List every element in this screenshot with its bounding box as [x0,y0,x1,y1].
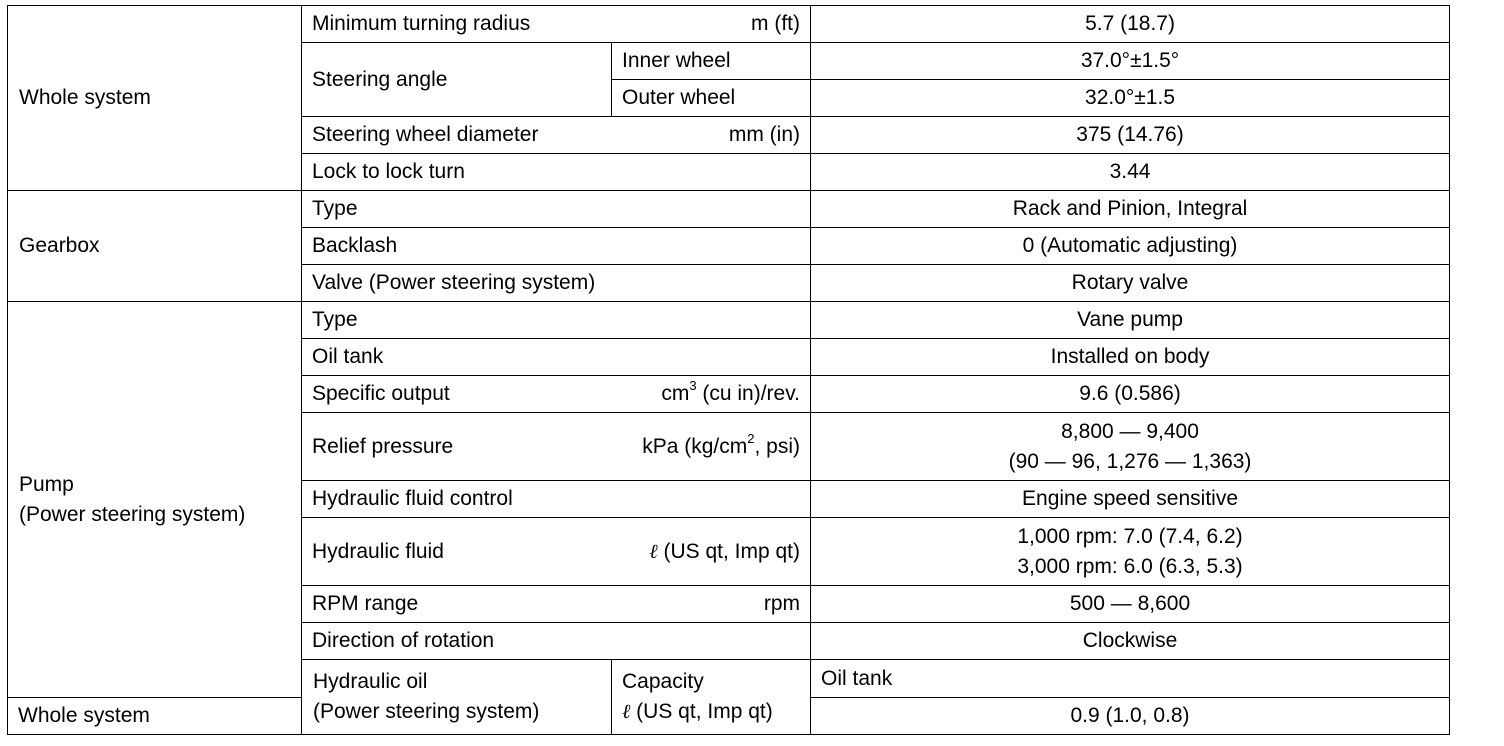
hydraulic-fluid-control-label: Hydraulic fluid control [302,481,811,518]
group-hydraulic-oil-line1: Hydraulic oil [313,670,428,693]
hydraulic-fluid-label: Hydraulic fluid ℓ (US qt, Imp qt) [302,518,811,586]
min-turning-radius-unit: m (ft) [751,12,801,35]
steering-wheel-diameter-label: Steering wheel diameter mm (in) [302,117,811,154]
direction-of-rotation-label: Direction of rotation [302,623,811,660]
min-turning-radius-label: Minimum turning radius m (ft) [302,6,811,43]
pump-type-value: Vane pump [811,302,1450,339]
capacity-oil-tank-label: Oil tank [811,660,1450,698]
direction-of-rotation-value: Clockwise [811,623,1450,660]
backlash-value: 0 (Automatic adjusting) [811,228,1450,265]
specific-output-value: 9.6 (0.586) [811,376,1450,413]
steering-wheel-diameter-value: 375 (14.76) [811,117,1450,154]
gearbox-type-value: Rack and Pinion, Integral [811,191,1450,228]
capacity-label: Capacity ℓ (US qt, Imp qt) [612,660,811,735]
rpm-range-value: 500 — 8,600 [811,586,1450,623]
hydraulic-fluid-value: 1,000 rpm: 7.0 (7.4, 6.2) 3,000 rpm: 6.0 (6.3, 5.3) [811,518,1450,586]
backlash-label: Backlash [302,228,811,265]
inner-wheel-label: Inner wheel [612,43,811,80]
relief-pressure-value: 8,800 — 9,400 (90 — 96, 1,276 — 1,363) [811,413,1450,481]
capacity-unit: ℓ (US qt, Imp qt) [622,700,773,723]
group-pump [8,302,302,698]
capacity-whole-system-label: Whole system [8,698,302,735]
capacity-whole-system-value: 0.9 (1.0, 0.8) [811,698,1450,735]
oil-tank-label: Oil tank [302,339,811,376]
valve-label: Valve (Power steering system) [302,265,811,302]
steering-wheel-diameter-unit: mm (in) [728,123,801,146]
oil-tank-value: Installed on body [811,339,1450,376]
group-hydraulic-oil-line2: (Power steering system) [313,700,540,723]
steering-angle-label: Steering angle [302,43,612,117]
rpm-range-unit: rpm [763,592,801,615]
pump-type-label: Type [302,302,811,339]
table-row [8,191,1450,228]
liter-symbol: ℓ [622,701,631,723]
lock-to-lock-label: Lock to lock turn [302,154,811,191]
specific-output-unit: $cm^3$ (cu in)/rev. [661,378,801,405]
relief-pressure-unit: kPa ($kg/cm^2$, psi) [642,430,801,458]
outer-wheel-label: Outer wheel [612,80,811,117]
gearbox-type-label: Type [302,191,811,228]
valve-value: Rotary valve [811,265,1450,302]
lock-to-lock-value: 3.44 [811,154,1450,191]
relief-pressure-label: Relief pressure kPa ($kg/cm^2$, psi) [302,413,811,481]
hydraulic-fluid-control-value: Engine speed sensitive [811,481,1450,518]
rpm-range-label: RPM range rpm [302,586,811,623]
group-whole-system: Whole system [8,6,302,191]
liter-symbol: ℓ [649,540,658,563]
min-turning-radius-value: 5.7 (18.7) [811,6,1450,43]
hydraulic-fluid-unit: ℓ (US qt, Imp qt) [649,539,801,563]
specific-output-label: Specific output $cm^3$ (cu in)/rev. [302,376,811,413]
group-pump-line1: Pump [19,472,74,496]
specifications-table [7,5,1450,735]
table-row [8,6,1450,43]
group-pump-line2: (Power steering system) [19,502,246,526]
group-hydraulic-oil [302,660,612,735]
table-row [8,302,1450,339]
group-gearbox: Gearbox [8,191,302,302]
inner-wheel-value: 37.0°±1.5° [811,43,1450,80]
outer-wheel-value: 32.0°±1.5 [811,80,1450,117]
